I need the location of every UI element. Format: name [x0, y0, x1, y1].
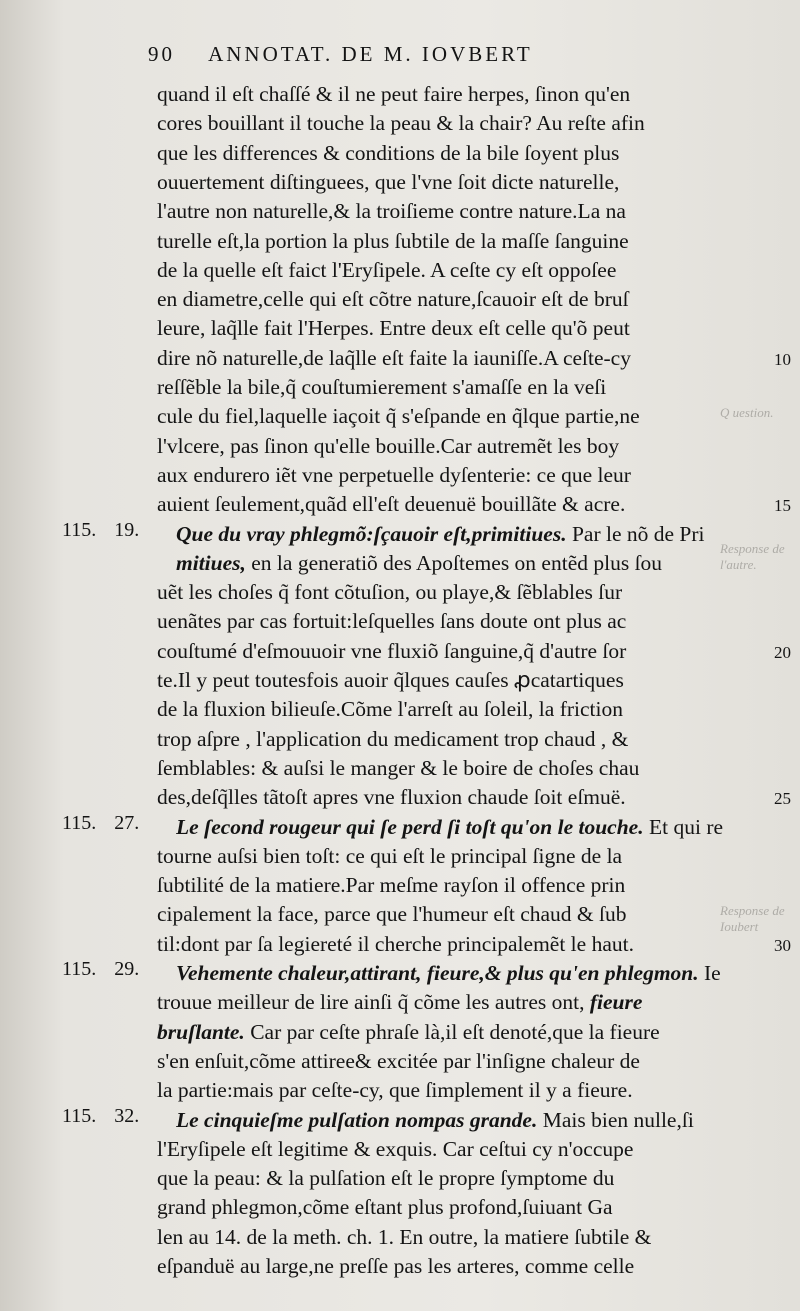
- line-number: 20: [774, 642, 791, 662]
- text-line: [157, 988, 769, 1017]
- text-line: [157, 930, 769, 959]
- body-text: Mais bien nulle,ſi: [537, 1107, 694, 1132]
- margin-reference: [62, 809, 157, 838]
- body-text: uenãtes par cas fortuit:leſquelles ſans doute ont plus ac: [157, 609, 627, 634]
- body-text: quand il eſt chaſſé & il ne peut faire herpes, ſinon qu'en: [157, 82, 631, 106]
- text-line: [157, 1223, 769, 1252]
- text-line: [157, 197, 769, 226]
- text-line: [157, 461, 769, 490]
- body-text: de la quelle eſt faict l'Eryſipele. A ceſte cy eſt oppoſee: [157, 257, 617, 282]
- text-line: [176, 1106, 788, 1135]
- text-line: [157, 256, 769, 285]
- body-text: til:dont par ſa legiereté il cherche principalemẽt le haut.: [157, 931, 634, 956]
- running-header: [148, 42, 748, 67]
- margin-reference: [62, 516, 157, 545]
- text-line: [157, 900, 769, 929]
- text-line: [157, 1135, 769, 1164]
- text-line: [157, 168, 769, 197]
- body-text: que les differences & conditions de la bile ſoyent plus: [157, 140, 620, 165]
- text-line: [157, 754, 769, 783]
- text-line: [157, 578, 769, 607]
- ref-line: 29.: [114, 958, 140, 980]
- text-line: [176, 813, 788, 842]
- body-text: l'Eryſipele eſt legitime & exquis. Car ceſtui cy n'occupe: [157, 1136, 634, 1161]
- text-line: [157, 607, 769, 636]
- body-text: ouuertement diſtinguees, que l'vne ſoit dicte naturelle,: [157, 169, 620, 194]
- body-text: eſpanduë au large,ne preſſe pas les arteres, comme celle: [157, 1254, 635, 1278]
- body-text: te.Il y peut toutesfois auoir q̃lques cauſes ꝓcatartiques: [157, 668, 624, 692]
- text-line: [157, 1047, 769, 1076]
- margin-reference: [62, 955, 157, 984]
- text-line: [157, 871, 769, 900]
- body-text: Ie: [698, 961, 721, 985]
- body-text: len au 14. de la meth. ch. 1. En outre, la matiere ſubtile &: [157, 1224, 652, 1249]
- body-text: Par le nõ de Pri: [566, 521, 705, 546]
- ref-page: 115.: [62, 811, 97, 834]
- body-text: des,deſq̃lles tãtoſt apres vne fluxion chaude ſoit eſmuë.: [157, 785, 626, 810]
- line-number: 15: [774, 496, 791, 516]
- ref-line: 32.: [114, 1104, 140, 1127]
- body-text: en diametre,celle qui eſt cõtre nature,ſcauoir eſt de bruſ: [157, 287, 629, 312]
- body-text: auient ſeulement,quãd ell'eſt deuenuë bouillãte & acre.: [157, 492, 626, 517]
- body-text: Et qui re: [643, 814, 724, 839]
- text-line: [157, 432, 769, 461]
- bleed-through-text: Q uestion.: [720, 405, 774, 420]
- running-title: ANNOTAT. DE M. IOVBERT: [208, 42, 533, 66]
- body-text: cores bouillant il touche la peau & la chair? Au reſte afin: [157, 111, 645, 136]
- body-text: couſtumé d'eſmouuoir vne fluxiõ ſanguine,q̃ d'autre ſor: [157, 638, 627, 663]
- ref-line: 19.: [114, 518, 140, 541]
- text-line: [157, 783, 769, 812]
- body-text: l'autre non naturelle,& la troiſieme contre nature.La na: [157, 199, 626, 224]
- body-text: de la fluxion bilieuſe.Cõme l'arreſt au ſoleil, la friction: [157, 697, 623, 722]
- body-text: aux endurero iẽt vne perpetuelle dyſenterie: ce que leur: [157, 462, 631, 487]
- body-text: ſubtilité de la matiere.Par meſme rayſon il offence prin: [157, 873, 626, 898]
- text-line: [157, 1193, 769, 1222]
- text-line: [157, 842, 769, 871]
- body-text: ſemblables: & auſsi le manger & le boire de choſes chau: [157, 755, 640, 780]
- text-line: [157, 725, 769, 754]
- text-line: [176, 959, 788, 988]
- text-line: [157, 227, 769, 256]
- body-text: turelle eſt,la portion la plus ſubtile de la maſſe ſanguine: [157, 228, 629, 253]
- ref-page: 115.: [62, 518, 97, 541]
- body-text: s'en enſuit,cõme attiree& excitée par l'inſigne chaleur de: [157, 1048, 640, 1073]
- lemma-text: Que du vray phlegmõ:ſçauoir eſt,primitiues.: [176, 521, 567, 546]
- text-line: [157, 314, 769, 343]
- body-text: cule du fiel,laquelle iaçoit q̃ s'eſpande en q̃lque partie,ne: [157, 404, 640, 429]
- body-text: en la generatiõ des Apoſtemes on entẽd plus ſou: [245, 550, 663, 575]
- bleed-through-text: Response de l'autre.: [720, 541, 785, 572]
- lemma-text: Vehemente chaleur,attirant, fieure,& plus qu'en phlegmon.: [176, 961, 699, 985]
- line-number: 30: [774, 935, 791, 955]
- text-line: [176, 520, 788, 549]
- body-text: dire nõ naturelle,de laq̃lle eſt faite la iauniſſe.A ceſte-cy: [157, 345, 631, 370]
- text-line: [157, 402, 769, 431]
- margin-reference: [62, 1102, 157, 1131]
- text-line: [157, 109, 769, 138]
- text-line: [157, 666, 769, 695]
- body-text: grand phlegmon,cõme eſtant plus profond,ſuiuant Ga: [157, 1195, 613, 1220]
- lemma-text: bruſlante.: [157, 1019, 245, 1044]
- lemma-text: mitiues,: [176, 550, 246, 575]
- ref-page: 115.: [62, 1104, 97, 1127]
- body-text: reſſẽble la bile,q̃ couſtumierement s'amaſſe en la veſi: [157, 375, 607, 399]
- body-text: que la peau: & la pulſation eſt le propre ſymptome du: [157, 1166, 615, 1191]
- body-text: trouue meilleur de lire ainſi q̃ cõme les autres ont,: [157, 990, 590, 1015]
- line-number: 25: [774, 789, 791, 809]
- lemma-text: fieure: [589, 990, 643, 1015]
- lemma-text: Le cinquieſme pulſation nompas grande.: [176, 1107, 538, 1132]
- body-text: trop aſpre , l'application du medicament trop chaud , &: [157, 726, 629, 751]
- text-line: [157, 637, 769, 666]
- line-number: 10: [774, 349, 791, 369]
- text-line: [157, 373, 769, 402]
- lemma-text: Le ſecond rougeur qui ſe perd ſi toſt qu'on le touche.: [176, 814, 644, 839]
- ref-line: 27.: [114, 811, 140, 834]
- body-text: tourne auſsi bien toſt: ce qui eſt le principal ſigne de la: [157, 843, 623, 868]
- ref-page: 115.: [62, 958, 97, 980]
- text-line: [157, 285, 769, 314]
- text-line: [157, 695, 769, 724]
- page-number: 90: [148, 42, 175, 66]
- body-text: cipalement la face, parce que l'humeur eſt chaud & ſub: [157, 902, 627, 927]
- text-line: [157, 1252, 769, 1281]
- text-line: [176, 549, 788, 578]
- text-line: [157, 1076, 769, 1105]
- bleed-through-text: Response de Ioubert: [720, 903, 785, 934]
- body-text: leure, laq̃lle fait l'Herpes. Entre deux eſt celle qu'õ peut: [157, 316, 630, 341]
- body-text: l'vlcere, pas ſinon qu'elle bouille.Car autremẽt les boy: [157, 433, 620, 458]
- text-line: [157, 139, 769, 168]
- body-text: uẽt les choſes q̃ font cõtuſion, ou playe,& ſẽblables ſur: [157, 580, 623, 605]
- text-line: [157, 490, 769, 519]
- text-line: [157, 80, 769, 109]
- text-line: [157, 344, 769, 373]
- text-line: [157, 1164, 769, 1193]
- body-text: la partie:mais par ceſte-cy, que ſimplement il y a fieure.: [157, 1078, 633, 1103]
- text-line: [157, 1018, 769, 1047]
- body-text: Car par ceſte phraſe là,il eſt denoté,que la fieure: [244, 1019, 660, 1044]
